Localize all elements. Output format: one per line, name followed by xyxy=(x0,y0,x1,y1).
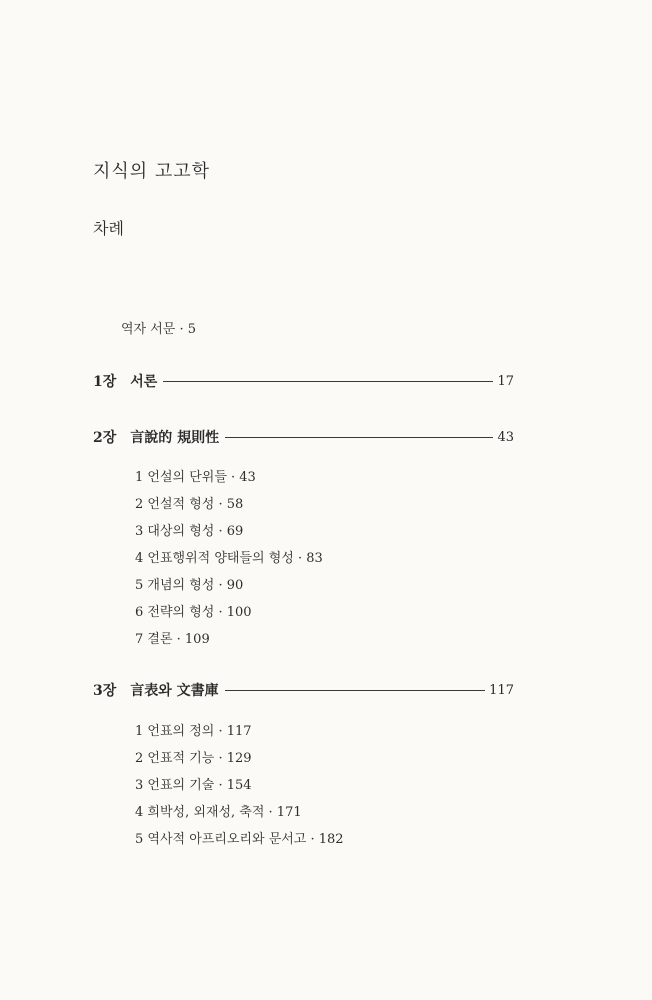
chapter-3-section-3: 3 언표의 기술 · 154 xyxy=(135,778,252,793)
chapter-1-leader-line xyxy=(163,381,493,382)
chapter-1-entry xyxy=(93,370,514,392)
toc-heading: 차례 xyxy=(93,219,124,238)
chapter-2-section-3: 3 대상의 형성 · 69 xyxy=(135,524,244,539)
chapter-2-section-7: 7 결론 · 109 xyxy=(135,632,210,647)
chapter-2-title: 言說的 規則性 xyxy=(130,430,220,446)
chapter-1-number: 1장 xyxy=(93,374,117,390)
chapter-3-section-1: 1 언표의 정의 · 117 xyxy=(135,724,252,739)
chapter-2-page: 43 xyxy=(497,429,514,445)
chapter-1-title: 서론 xyxy=(130,374,158,390)
chapter-3-leader-line xyxy=(225,690,486,691)
chapter-2-section-4: 4 언표행위적 양태들의 형성 · 83 xyxy=(135,551,323,566)
chapter-3-number: 3장 xyxy=(93,683,117,699)
book-title: 지식의 고고학 xyxy=(93,161,211,182)
chapter-2-section-1: 1 언설의 단위들 · 43 xyxy=(135,470,256,485)
chapter-3-page: 117 xyxy=(489,682,514,698)
chapter-3-entry xyxy=(93,679,514,701)
chapter-2-leader-line xyxy=(225,437,493,438)
chapter-1-page: 17 xyxy=(497,373,514,389)
chapter-2-section-6: 6 전략의 형성 · 100 xyxy=(135,605,252,620)
chapter-2-number: 2장 xyxy=(93,430,117,446)
chapter-3-section-2: 2 언표적 기능 · 129 xyxy=(135,751,252,766)
chapter-2-section-2: 2 언설적 형성 · 58 xyxy=(135,497,244,512)
toc-entry-preface: 역자 서문 · 5 xyxy=(121,322,197,337)
chapter-3-section-5: 5 역사적 아프리오리와 문서고 · 182 xyxy=(135,832,344,847)
chapter-3-section-4: 4 희박성, 외재성, 축적 · 171 xyxy=(135,805,302,820)
chapter-2-entry xyxy=(93,426,514,448)
chapter-2-section-5: 5 개념의 형성 · 90 xyxy=(135,578,244,593)
chapter-3-title: 言表와 文書庫 xyxy=(130,683,219,699)
